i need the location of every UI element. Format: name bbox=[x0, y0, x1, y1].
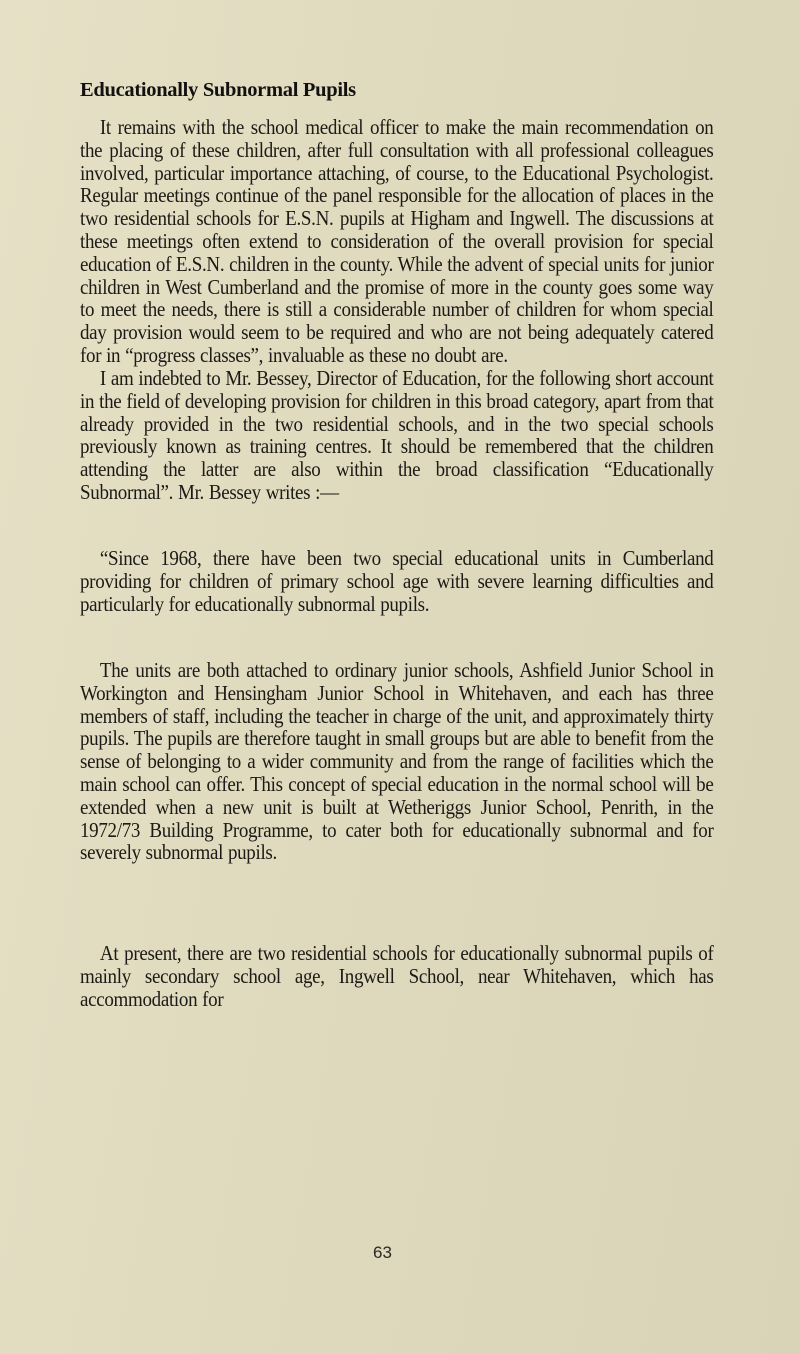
paragraph-mr-bessey-intro: I am indebted to Mr. Bessey, Director of Education, for the following short account in the field of developing provision for children in this broad category, apart from that already provided in the two residential schools, and in the two special schools previously known as training centres. It should be remembered that the children attending the latter are also within the broad classification “Educationally Subnormal”. Mr. Bessey writes :— bbox=[80, 366, 714, 504]
paragraph-2-wrap bbox=[80, 367, 714, 547]
paragraph-units-attached: The units are both attached to ordinary junior schools, Ashfield Junior School in Workington and Hensingham Junior School in Whitehaven, and each has three members of staff, including the teacher in charge of the unit, and approximately thirty pupils. The pupils are therefore taught in small groups but are able to benefit from the sense of belonging to a wider community and from the range of facilities which the main school can offer. This concept of special education in the normal school will be extended when a new unit is built at Wetheriggs Junior School, Penrith, in the 1972/73 Building Programme, to cater both for educationally subnormal and for severely subnormal pupils. bbox=[80, 658, 714, 865]
section-heading: Educationally Subnormal Pupils bbox=[80, 79, 356, 101]
document-page bbox=[80, 78, 714, 1012]
paragraph-since-1968: “Since 1968, there have been two special educational units in Cumberland providing for children of primary school age with severe learning difficulties and particularly for educationally subnormal pupils. bbox=[80, 546, 714, 616]
paragraph-3-wrap bbox=[80, 547, 714, 659]
paragraph-residential-schools: At present, there are two residential schools for educationally subnormal pupils of mainly secondary school age, Ingwell School, near Whitehaven, which has accommodation for bbox=[80, 941, 714, 1011]
paragraph-medical-officer: It remains with the school medical officer to make the main recommendation on the placing of these children, after full consultation with all professional colleagues involved, particular importance attaching, of course, to the Educational Psychologist. Regular meetings continue of the panel responsible for the allocation of places in the two residential schools for E.S.N. pupils at Higham and Ingwell. The discussions at these meetings often extend to consideration of the overall provision for special education of E.S.N. children in the county. While the advent of special units for junior children in West Cumberland and the promise of more in the county goes some way to meet the needs, there is still a considerable number of children for whom special day provision would seem to be required and who are not being adequately catered for in “progress classes”, invaluable as these no doubt are. bbox=[80, 115, 714, 367]
page-number: 63 bbox=[373, 1243, 392, 1262]
paragraph-5-wrap bbox=[80, 942, 714, 1012]
paragraph-4-wrap bbox=[80, 659, 714, 942]
paragraph-1-wrap bbox=[80, 116, 714, 367]
